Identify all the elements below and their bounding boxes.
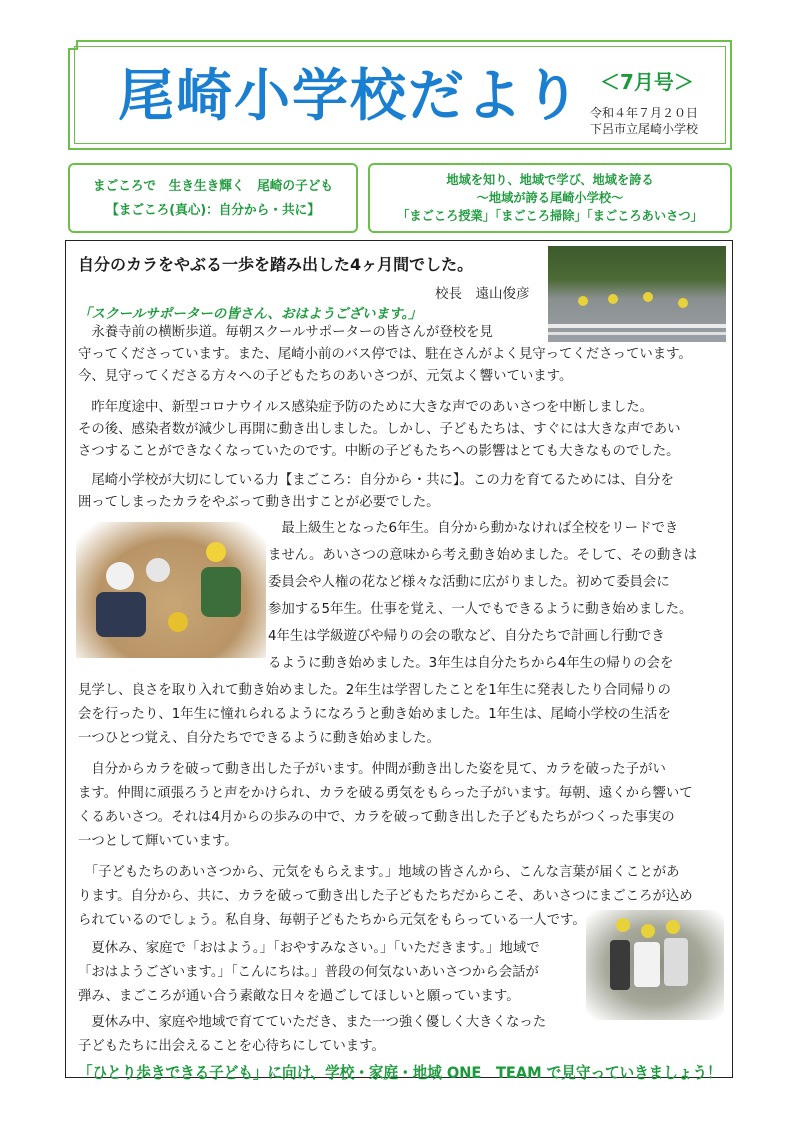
body-line: ます。仲間に頑張ろうと声をかけられ、カラを破る勇気をもらった子がいます。毎朝、遠くから響いて: [78, 786, 693, 801]
article-headline: 自分のカラをやぶる一歩を踏み出した4ヶ月間でした。: [78, 255, 474, 274]
body-line: 「子どもたちのあいさつから、元気をもらえます。」地域の皆さんから、こんな言葉が届くことがあ: [78, 865, 680, 880]
body-line: 囲ってしまったカラをやぶって動き出すことが必要でした。: [78, 495, 440, 510]
body-line: 一つとして輝いています。: [78, 834, 238, 849]
body-line: 参加する5年生。仕事を覚え、一人でもできるように動き始めました。: [268, 602, 693, 617]
body-line: 「おはようございます。」「こんにちは。」普段の何気ないあいさつから会話が: [78, 965, 539, 980]
body-line: 最上級生となった6年生。自分から動かなければ全校をリードでき: [268, 521, 679, 536]
article-byline: 校長 遠山俊彦: [435, 286, 530, 302]
body-line: 自分からカラを破って動き出した子がいます。仲間が動き出した姿を見て、カラを破った子がい: [78, 762, 666, 777]
motto-right-line2: ～地域が誇る尾崎小学校～: [476, 190, 624, 205]
issue-date: 令和４年７月２０日: [590, 106, 699, 120]
body-line: 委員会や人権の花など様々な活動に広がりました。初めて委員会に: [268, 575, 670, 590]
body-line: 尾崎小学校が大切にしている力【まごころ：自分から・共に】。この力を育てるためには、自分を: [78, 473, 674, 488]
gardening-photo: [76, 522, 266, 658]
body-line: さつすることができなくなっていたのです。中断の子どもたちへの影響はとても大きなものでした。: [78, 444, 680, 459]
body-line: くるあいさつ。それは4月からの歩みの中で、カラを破って動き出した子どもたちがつくった事実の: [78, 810, 675, 825]
motto-left-line2: 【まごころ(真心)：自分から・共に】: [106, 203, 320, 218]
body-line: 今、見守ってくださる方々への子どもたちのあいさつが、元気よく響いています。: [78, 369, 573, 384]
body-line: 永養寺前の横断歩道。毎朝スクールサポーターの皆さんが登校を見: [78, 325, 493, 340]
body-line: ります。自分から、共に、カラを破って動き出した子どもたちだからこそ、あいさつにまごころが込め: [78, 889, 693, 904]
body-line: ません。あいさつの意味から考え動き始めました。そして、その動きは: [268, 548, 698, 563]
body-line: 昨年度途中、新型コロナウイルス感染症予防のために大きな声でのあいさつを中断しました。: [78, 400, 653, 415]
motto-box-right: [368, 163, 732, 233]
body-line: 一つひとつ覚え、自分たちでできるように動き始めました。: [78, 731, 440, 746]
body-line: 弾み、まごころが通い合う素敵な日々を過ごしてほしいと願っています。: [78, 989, 520, 1004]
body-line: 4年生は学級遊びや帰りの会の歌など、自分たちで計画し行動でき: [268, 629, 665, 644]
body-line: 夏休み中、家庭や地域で育てていただき、また一つ強く優しく大きくなった: [78, 1015, 547, 1030]
closing-message: 「ひとり歩きできる子ども」に向け、学校・家庭・地域 ONE TEAM で見守っていきましょう！: [78, 1063, 722, 1082]
motto-right-line3: 「まごころ授業」「まごころ掃除」「まごころあいさつ」: [397, 208, 703, 223]
motto-right-line1: 地域を知り、地域で学び、地域を誇る: [446, 172, 654, 187]
issue-label: ＜7月号＞: [600, 70, 694, 94]
school-name: 下呂市立尾崎小学校: [590, 122, 699, 136]
body-line: 子どもたちに出会えることを心待ちにしています。: [78, 1039, 385, 1054]
newsletter-title: 尾崎小学校だより: [118, 64, 582, 129]
motto-box-left: [68, 163, 358, 233]
article-greeting: 「スクールサポーターの皆さん、おはようございます。」: [78, 306, 422, 322]
body-line: 守ってくださっています。また、尾崎小前のバス停では、駐在さんがよく見守ってくださっています。: [78, 347, 692, 362]
body-line: 見学し、良さを取り入れて動き始めました。2年生は学習したことを1年生に発表したり合同帰りの: [78, 683, 671, 698]
body-line: 夏休み、家庭で「おはよう。」「おやすみなさい。」「いただきます。」地域で: [78, 941, 540, 956]
crosswalk-photo: [548, 246, 726, 342]
walking-home-photo: [586, 910, 724, 1020]
body-line: その後、感染者数が減少し再開に動き出しました。しかし、子どもたちは、すぐには大きな声であい: [78, 422, 681, 437]
body-line: 会を行ったり、1年生に憧れられるようになろうと動き始めました。1年生は、尾崎小学校の生活を: [78, 707, 671, 722]
motto-left-line1: まごころで 生き生き輝く 尾崎の子ども: [93, 179, 333, 194]
body-line: られているのでしょう。私自身、毎朝子どもたちから元気をもらっている一人です。: [78, 913, 586, 928]
body-line: るように動き始めました。3年生は自分たちから4年生の帰りの会を: [268, 656, 674, 671]
